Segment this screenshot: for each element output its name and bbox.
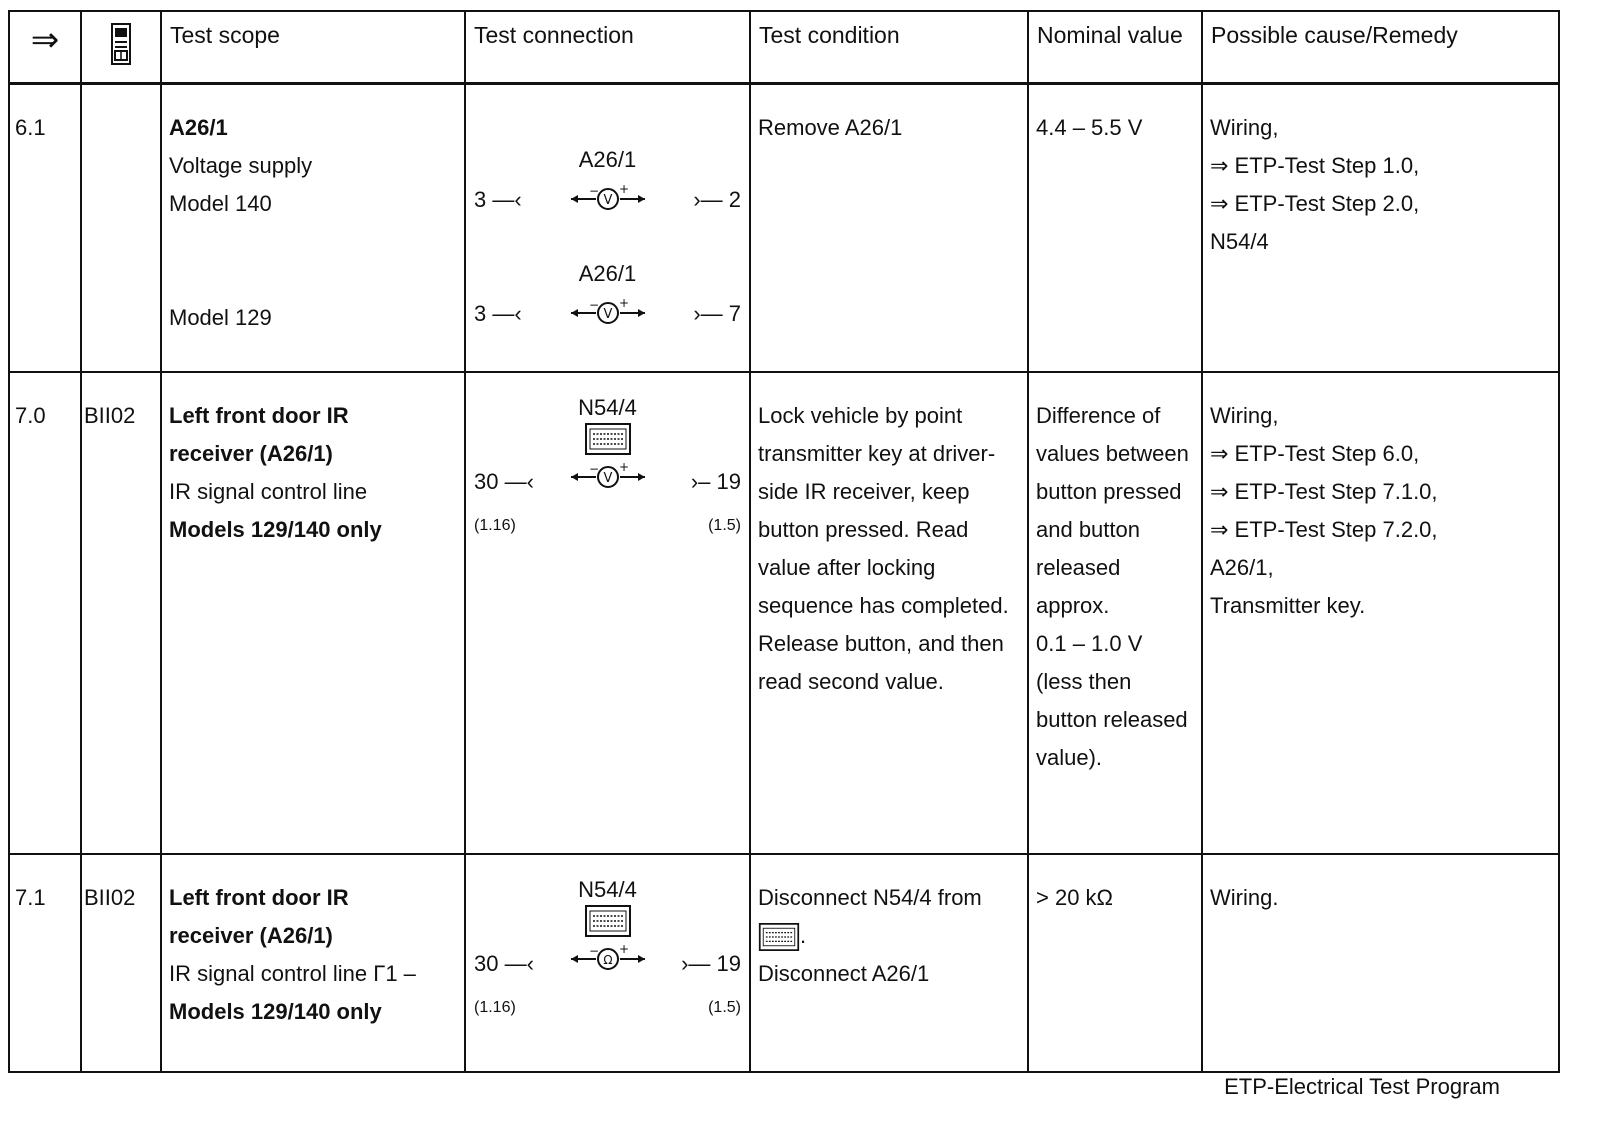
table-row bbox=[9, 84, 1559, 372]
cause-link bbox=[1210, 185, 1551, 223]
pin-right: ›— 2 bbox=[693, 187, 741, 212]
table-row bbox=[9, 372, 1559, 854]
control-unit-icon bbox=[758, 923, 800, 951]
scope-line: Voltage supply bbox=[169, 153, 313, 178]
pin-right: ›– 19 bbox=[690, 468, 741, 494]
cause-text: Wiring. bbox=[1210, 884, 1279, 910]
pin-right-ref: (1.5) bbox=[708, 998, 741, 1016]
test-table bbox=[8, 10, 1560, 1073]
scope-models: Models 129/140 only bbox=[169, 516, 382, 542]
pin-left: 30 —‹ bbox=[474, 468, 534, 494]
scope-title: A26/1 bbox=[169, 115, 228, 140]
nominal-text: values between bbox=[1036, 440, 1189, 466]
pin-right: ›— 7 bbox=[693, 301, 741, 326]
condition-text: Remove A26/1 bbox=[758, 115, 903, 140]
nominal-text: and button bbox=[1036, 516, 1140, 542]
pin-left: 30 —‹ bbox=[474, 950, 534, 976]
step-number: 7.1 bbox=[9, 854, 81, 1072]
connection-label: A26/1 bbox=[578, 147, 637, 172]
cause-link bbox=[1210, 435, 1551, 473]
scope-title: receiver (A26/1) bbox=[169, 440, 333, 466]
step-number: 6.1 bbox=[9, 84, 81, 372]
footer-text: ETP-Electrical Test Program bbox=[1224, 1074, 1500, 1099]
control-unit-icon bbox=[585, 423, 631, 455]
nominal-value-cell bbox=[1028, 854, 1202, 1072]
cause-link bbox=[1210, 147, 1551, 185]
nominal-text: 4.4 – 5.5 V bbox=[1036, 115, 1143, 140]
header-possible-cause: Possible cause/Remedy bbox=[1202, 11, 1559, 84]
scope-model-129: Model 129 bbox=[169, 305, 272, 330]
cause-text: N54/4 bbox=[1210, 229, 1269, 254]
condition-text: transmitter key at driver- bbox=[758, 440, 996, 466]
scope-title: receiver (A26/1) bbox=[169, 922, 333, 948]
cause-link bbox=[1210, 473, 1551, 511]
header-test-condition: Test condition bbox=[750, 11, 1028, 84]
condition-text: read second value. bbox=[758, 668, 944, 694]
connection-diagram bbox=[466, 261, 749, 326]
condition-text: Lock vehicle by point bbox=[758, 402, 963, 428]
pin-left-ref: (1.16) bbox=[474, 998, 516, 1016]
arrow-icon: ⇒ bbox=[1210, 516, 1235, 542]
connection-diagram bbox=[466, 147, 749, 212]
test-condition-cell bbox=[750, 854, 1028, 1072]
nominal-text: > 20 kΩ bbox=[1036, 884, 1113, 910]
header-test-scope: Test scope bbox=[161, 11, 465, 84]
cause-text: ETP-Test Step 6.0, bbox=[1234, 440, 1420, 466]
voltmeter-icon bbox=[569, 183, 647, 211]
connection-label: N54/4 bbox=[578, 394, 637, 420]
cause-text: Wiring, bbox=[1210, 115, 1279, 140]
header-row bbox=[9, 11, 1559, 84]
test-scope-cell bbox=[161, 84, 465, 372]
component-code: BII02 bbox=[81, 372, 161, 854]
nominal-text: approx. bbox=[1036, 592, 1110, 618]
condition-text: button pressed. Read bbox=[758, 516, 969, 542]
nominal-value-cell bbox=[1028, 372, 1202, 854]
arrow-icon: ⇒ bbox=[1210, 191, 1235, 216]
connection-label: N54/4 bbox=[578, 876, 637, 902]
nominal-value-cell bbox=[1028, 84, 1202, 372]
cause-text: ETP-Test Step 7.1.0, bbox=[1234, 478, 1438, 504]
control-unit-icon bbox=[585, 905, 631, 937]
possible-cause-cell bbox=[1202, 84, 1559, 372]
arrow-icon: ⇒ bbox=[9, 11, 81, 84]
condition-text: Release button, and then bbox=[758, 630, 1004, 656]
condition-text: sequence has completed. bbox=[758, 592, 1009, 618]
component-icon bbox=[81, 11, 161, 84]
scope-models: Models 129/140 only bbox=[169, 998, 382, 1024]
nominal-text: Difference of bbox=[1036, 402, 1161, 428]
arrow-icon: ⇒ bbox=[1210, 153, 1235, 178]
ohmmeter-icon bbox=[569, 943, 647, 971]
cause-text: ETP-Test Step 2.0, bbox=[1234, 191, 1420, 216]
test-connection-cell bbox=[465, 854, 750, 1072]
scope-line: IR signal control line bbox=[169, 478, 368, 504]
component-code bbox=[81, 84, 161, 372]
test-condition-cell bbox=[750, 372, 1028, 854]
condition-text: Disconnect A26/1 bbox=[758, 960, 930, 986]
voltmeter-icon bbox=[569, 461, 647, 489]
pin-left: 3 —‹ bbox=[474, 301, 522, 326]
nominal-text: released bbox=[1036, 554, 1121, 580]
pin-left-ref: (1.16) bbox=[474, 516, 516, 534]
nominal-text: value). bbox=[1036, 744, 1103, 770]
scope-line: IR signal control line Γ1 – bbox=[169, 960, 416, 986]
cause-text: A26/1, bbox=[1210, 554, 1274, 580]
scope-title: Left front door IR bbox=[169, 402, 349, 428]
voltmeter-icon bbox=[569, 297, 647, 325]
nominal-text: button released bbox=[1036, 706, 1188, 732]
cause-text: ETP-Test Step 7.2.0, bbox=[1234, 516, 1438, 542]
nominal-text: 0.1 – 1.0 V bbox=[1036, 630, 1143, 656]
nominal-text: (less then bbox=[1036, 668, 1132, 694]
cause-link bbox=[1210, 511, 1551, 549]
test-condition-cell bbox=[750, 84, 1028, 372]
table-row bbox=[9, 854, 1559, 1072]
pin-left: 3 —‹ bbox=[474, 187, 522, 212]
header-nominal-value: Nominal value bbox=[1028, 11, 1202, 84]
connection-diagram bbox=[466, 876, 749, 1016]
connection-label: A26/1 bbox=[578, 261, 637, 286]
condition-key-line: . bbox=[758, 917, 1020, 955]
condition-text: Disconnect N54/4 from bbox=[758, 884, 982, 910]
test-connection-cell bbox=[465, 372, 750, 854]
test-scope-cell bbox=[161, 372, 465, 854]
arrow-icon: ⇒ bbox=[1210, 440, 1235, 466]
pin-right-ref: (1.5) bbox=[708, 516, 741, 534]
nominal-text: button pressed bbox=[1036, 478, 1182, 504]
header-test-connection: Test connection bbox=[465, 11, 750, 84]
cause-text: ETP-Test Step 1.0, bbox=[1234, 153, 1420, 178]
possible-cause-cell bbox=[1202, 854, 1559, 1072]
connection-diagram bbox=[466, 394, 749, 534]
step-number: 7.0 bbox=[9, 372, 81, 854]
cause-text: Transmitter key. bbox=[1210, 592, 1366, 618]
test-scope-cell bbox=[161, 854, 465, 1072]
condition-text: value after locking bbox=[758, 554, 936, 580]
scope-model-140: Model 140 bbox=[169, 191, 272, 216]
test-connection-cell bbox=[465, 84, 750, 372]
scope-title: Left front door IR bbox=[169, 884, 349, 910]
condition-text: side IR receiver, keep bbox=[758, 478, 970, 504]
pin-right: ›— 19 bbox=[681, 950, 741, 976]
arrow-icon: ⇒ bbox=[1210, 478, 1235, 504]
cause-text: Wiring, bbox=[1210, 402, 1279, 428]
component-code: BII02 bbox=[81, 854, 161, 1072]
possible-cause-cell bbox=[1202, 372, 1559, 854]
